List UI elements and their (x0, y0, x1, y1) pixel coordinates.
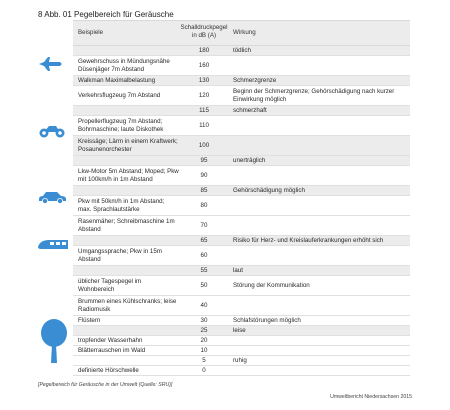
row-effect: schmerzhaft (233, 106, 267, 114)
row-effect: Schlafstörungen möglich (233, 316, 301, 324)
table-row (73, 276, 410, 296)
row-example: Gewehrschuss in Mündungsnähe Düsenjäger 7m Abstand (78, 57, 170, 73)
row-level: 50 (200, 281, 208, 289)
table-row (73, 76, 410, 86)
row-level: 160 (198, 61, 210, 69)
jet-icon (38, 56, 64, 72)
train-icon (37, 238, 69, 252)
table-row (73, 326, 410, 336)
table-row (73, 346, 410, 356)
table-row (73, 196, 410, 216)
table-row (73, 166, 410, 186)
row-level: 30 (200, 316, 208, 324)
row-level: 110 (199, 121, 209, 129)
row-level: 80 (200, 201, 208, 209)
row-example: Brummen eines Kühlschranks; leise Radiomusik (78, 297, 177, 313)
header-effect: Wirkung (233, 29, 256, 36)
header-examples: Beispiele (78, 29, 104, 36)
row-example: Lkw-Motor 5m Abstand; Moped; Pkw mit 100km/h in 1m Abstand (78, 167, 179, 183)
row-effect: unerträglich (233, 156, 266, 164)
row-example (73, 186, 179, 195)
row-effect (229, 56, 410, 75)
row-example: üblicher Tagespegel im Wohnbereich (78, 277, 142, 293)
row-level: 95 (200, 156, 208, 164)
row-effect: leise (233, 326, 246, 334)
noise-level-table (73, 20, 410, 376)
row-level: 115 (199, 106, 209, 114)
row-example: Blätterrauschen im Wald (78, 346, 146, 354)
row-level: 90 (200, 171, 208, 179)
row-level: 120 (198, 91, 210, 99)
row-effect (229, 116, 410, 135)
figure-title: 8 Abb. 01 Pegelbereich für Geräusche (38, 10, 174, 19)
row-level: 25 (200, 326, 208, 334)
table-row (73, 106, 410, 116)
row-level: 10 (200, 346, 208, 354)
car-icon (37, 190, 67, 204)
row-example (73, 106, 179, 115)
row-level: 65 (200, 236, 208, 244)
table-row (73, 186, 410, 196)
row-example: tropfender Wasserhahn (78, 336, 143, 344)
row-example (73, 46, 179, 55)
row-effect (229, 336, 410, 345)
row-example: Pkw mit 50km/h in 1m Abstand; max. Sprachlautstärke (78, 197, 165, 213)
row-example (73, 356, 179, 365)
row-effect (229, 296, 410, 315)
table-row (73, 356, 410, 366)
row-example: Walkman Maximalbelastung (78, 76, 156, 84)
row-example (73, 236, 179, 245)
table-row (73, 246, 410, 266)
row-effect: laut (233, 266, 243, 274)
table-row (73, 316, 410, 326)
row-example: Flüstern (78, 316, 101, 324)
row-example: Verkehrsflugzeug 7m Abstand (78, 91, 161, 99)
row-level: 100 (198, 141, 210, 149)
row-example: definierte Hörschwelle (78, 366, 139, 374)
table-row (73, 216, 410, 236)
row-level: 5 (202, 356, 206, 364)
row-effect: tödlich (233, 46, 251, 54)
table-row (73, 156, 410, 166)
row-effect (229, 246, 410, 265)
row-effect (229, 196, 410, 215)
table-row (73, 266, 410, 276)
table-row (73, 86, 410, 106)
table-header (73, 20, 410, 46)
row-effect (229, 136, 410, 155)
row-effect (229, 166, 410, 185)
row-level: 85 (200, 186, 208, 194)
table-row (73, 136, 410, 156)
row-level: 20 (200, 336, 208, 344)
table-row (73, 236, 410, 246)
row-effect (229, 366, 410, 375)
table-row (73, 366, 410, 376)
tree-icon (40, 318, 68, 364)
row-effect: Beginn der Schmerzgrenze; Gehörschädigung nach kurzer Einwirkung möglich (233, 87, 395, 103)
table-row (73, 46, 410, 56)
row-example (73, 266, 179, 275)
credit-line: Umweltbericht Niedersachsen 2015 (330, 394, 412, 400)
motorcycle-icon (38, 122, 66, 138)
table-row (73, 296, 410, 316)
row-example (73, 156, 179, 165)
row-effect: Schmerzgrenze (233, 76, 277, 84)
table-row (73, 116, 410, 136)
row-level: 40 (200, 301, 208, 309)
row-example (73, 326, 179, 335)
row-level: 60 (200, 251, 208, 259)
row-level: 55 (200, 266, 208, 274)
row-effect: ruhig (233, 356, 247, 364)
row-effect (229, 216, 410, 235)
row-level: 70 (200, 221, 208, 229)
row-example: Rasenmäher; Schreibmaschine 1m Abstand (78, 217, 175, 233)
row-effect: Gehörschädigung möglich (233, 186, 305, 194)
table-row (73, 56, 410, 76)
row-level: 0 (202, 366, 206, 374)
row-effect (229, 346, 410, 355)
row-example: Umgangssprache; Pkw in 15m Abstand (78, 247, 162, 263)
row-example: Propellerflugzeug 7m Abstand; Bohrmaschine; laute Diskothek (78, 117, 164, 133)
footnote: [Pegelbereich für Geräusche in der Umwelt (Quelle: SRU)] (38, 382, 173, 388)
table-body (73, 46, 410, 376)
header-level: Schalldruckpegel in dB (A) (180, 24, 228, 39)
row-level: 180 (198, 46, 210, 54)
row-example: Kreissäge; Lärm in einem Kraftwerk; Posaunenorchester (78, 137, 178, 153)
table-row (73, 336, 410, 346)
row-level: 130 (198, 76, 210, 84)
row-effect: Störung der Kommunikation (233, 281, 310, 289)
row-effect: Risiko für Herz- und Kreislauferkrankungen erhöht sich (233, 236, 384, 244)
